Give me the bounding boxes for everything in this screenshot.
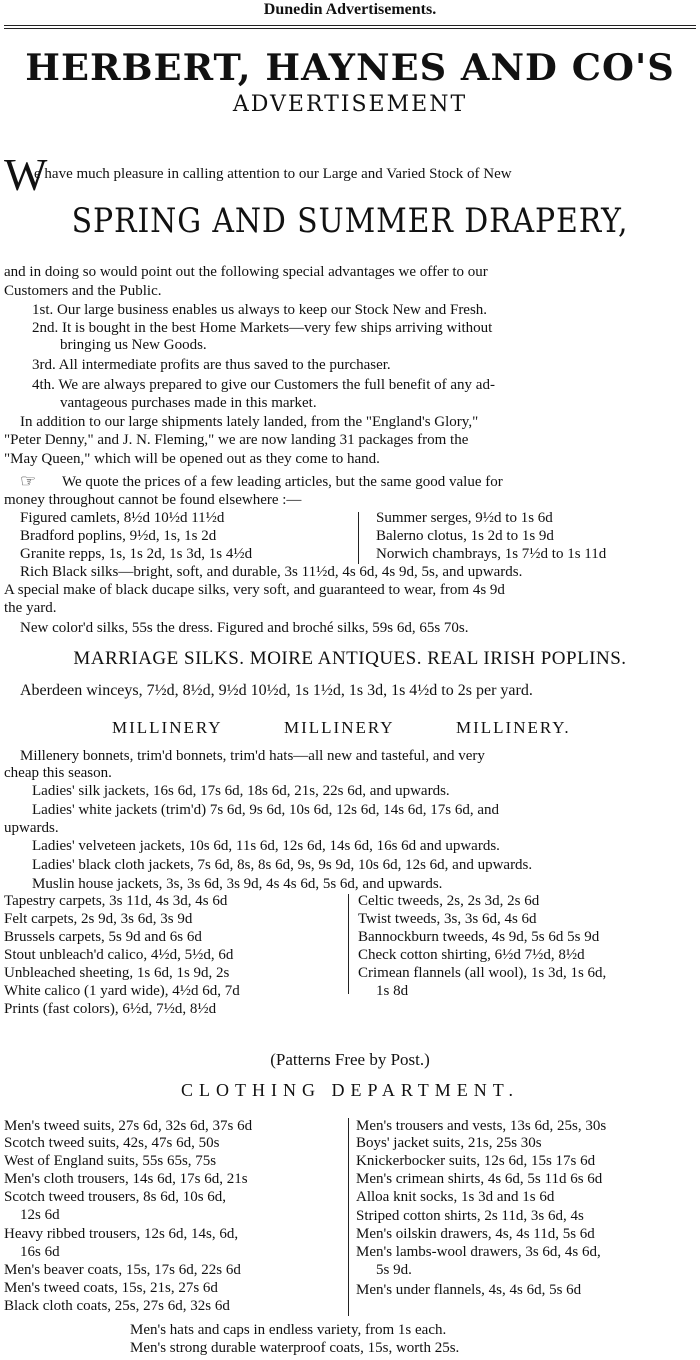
winceys-line: Aberdeen winceys, 7½d, 8½d, 9½d 10½d, 1s 1½d, 1s 3d, 1s 4½d to 2s per yard. <box>20 682 533 699</box>
millinery-line: Ladies' black cloth jackets, 7s 6d, 8s, 8s 6d, 9s, 9s 9d, 10s 6d, 12s 6d, and upwards. <box>32 857 533 873</box>
price-item: Norwich chambrays, 1s 7½d to 1s 11d <box>376 546 607 562</box>
clothing-item: Men's crimean shirts, 4s 6d, 5s 11d 6s 6d <box>356 1171 603 1187</box>
clothing-item: Men's under flannels, 4s, 4s 6d, 5s 6d <box>356 1282 582 1298</box>
shipments-line: "May Queen," which will be opened out as they come to hand. <box>4 451 380 467</box>
goods-item: Crimean flannels (all wool), 1s 3d, 1s 6d, <box>358 965 607 981</box>
closing-line: Men's strong durable waterproof coats, 15s, worth 25s. <box>130 1340 460 1356</box>
millinery-heading: MILLINERY <box>112 718 223 737</box>
clothing-item: Knickerbocker suits, 12s 6d, 15s 17s 6d <box>356 1153 596 1169</box>
header-rule-top <box>4 25 696 26</box>
intro-line: Customers and the Public. <box>4 283 162 299</box>
advantage-item: vantageous purchases made in this market. <box>60 395 317 411</box>
advantage-item: 2nd. It is bought in the best Home Markets—very few ships arriving without <box>32 320 493 336</box>
patterns-note: (Patterns Free by Post.) <box>270 1050 430 1069</box>
clothing-item: Alloa knit socks, 1s 3d and 1s 6d <box>356 1189 555 1205</box>
advantage-item: bringing us New Goods. <box>60 337 207 353</box>
clothing-item: Men's tweed suits, 27s 6d, 32s 6d, 37s 6d <box>4 1118 253 1134</box>
clothing-item: Men's lambs-wool drawers, 3s 6d, 4s 6d, <box>356 1244 601 1260</box>
column-rule <box>358 512 359 564</box>
clothing-item: Men's cloth trousers, 14s 6d, 17s 6d, 21s <box>4 1171 248 1187</box>
clothing-item: Heavy ribbed trousers, 12s 6d, 14s, 6d, <box>4 1226 239 1242</box>
silks-line: New color'd silks, 55s the dress. Figured and broché silks, 59s 6d, 65s 70s. <box>20 620 469 636</box>
clothing-item: Black cloth coats, 25s, 27s 6d, 32s 6d <box>4 1298 230 1314</box>
goods-item: Tapestry carpets, 3s 11d, 4s 3d, 4s 6d <box>4 893 228 909</box>
pointing-hand-icon: ☞ <box>20 471 37 491</box>
closing-line: Men's hats and caps in endless variety, from 1s each. <box>130 1322 447 1338</box>
clothing-item: Men's tweed coats, 15s, 21s, 27s 6d <box>4 1280 218 1296</box>
millinery-line: Ladies' white jackets (trim'd) 7s 6d, 9s 6d, 10s 6d, 12s 6d, 14s 6d, 17s 6d, and <box>32 802 500 818</box>
clothing-item: Boys' jacket suits, 21s, 25s 30s <box>356 1135 542 1151</box>
column-rule <box>348 894 349 994</box>
goods-item: Unbleached sheeting, 1s 6d, 1s 9d, 2s <box>4 965 230 981</box>
clothing-item: 12s 6d <box>20 1207 60 1223</box>
shipments-line: In addition to our large shipments lately landed, from the "England's Glory," <box>20 414 479 430</box>
shipments-line: "Peter Denny," and J. N. Fleming," we are now landing 31 packages from the <box>4 432 469 448</box>
goods-item: Twist tweeds, 3s, 3s 6d, 4s 6d <box>358 911 537 927</box>
goods-item: Celtic tweeds, 2s, 2s 3d, 2s 6d <box>358 893 540 909</box>
clothing-item: Men's beaver coats, 15s, 17s 6d, 22s 6d <box>4 1262 241 1278</box>
millinery-line: cheap this season. <box>4 765 112 781</box>
goods-item: Felt carpets, 2s 9d, 3s 6d, 3s 9d <box>4 911 193 927</box>
clothing-item: Men's trousers and vests, 13s 6d, 25s, 30s <box>356 1118 607 1134</box>
silks-line: A special make of black ducape silks, very soft, and guaranteed to wear, from 4s 9d <box>4 582 505 598</box>
subhead: ADVERTISEMENT <box>232 92 468 117</box>
headline: SPRING AND SUMMER DRAPERY, <box>71 201 629 241</box>
intro-line: e have much pleasure in calling attention to our Large and Varied Stock of New <box>34 166 512 182</box>
clothing-item: 16s 6d <box>20 1244 60 1260</box>
goods-item: Bannockburn tweeds, 4s 9d, 5s 6d 5s 9d <box>358 929 600 945</box>
clothing-heading: CLOTHING DEPARTMENT. <box>181 1080 519 1100</box>
millinery-heading: MILLINERY. <box>456 718 571 737</box>
millinery-line: Ladies' velveteen jackets, 10s 6d, 11s 6d, 12s 6d, 14s 6d, 16s 6d and upwards. <box>32 838 500 854</box>
millinery-heading: MILLINERY <box>284 718 395 737</box>
clothing-item: Striped cotton shirts, 2s 11d, 3s 6d, 4s <box>356 1208 584 1224</box>
clothing-item: West of England suits, 55s 65s, 75s <box>4 1153 217 1169</box>
quote-line: We quote the prices of a few leading articles, but the same good value for <box>62 474 503 490</box>
clothing-item: Scotch tweed suits, 42s, 47s 6d, 50s <box>4 1135 220 1151</box>
clothing-item: Men's oilskin drawers, 4s, 4s 11d, 5s 6d <box>356 1226 595 1242</box>
specialties-heading: MARRIAGE SILKS. MOIRE ANTIQUES. REAL IRISH POPLINS. <box>73 648 627 669</box>
advantage-item: 1st. Our large business enables us always to keep our Stock New and Fresh. <box>32 302 488 318</box>
drop-cap: W <box>4 149 48 200</box>
price-item: Figured camlets, 8½d 10½d 11½d <box>20 510 225 526</box>
silks-line: Rich Black silks—bright, soft, and durable, 3s 11½d, 4s 6d, 4s 9d, 5s, and upwards. <box>20 564 523 580</box>
goods-item: 1s 8d <box>376 983 409 999</box>
goods-item: Brussels carpets, 5s 9d and 6s 6d <box>4 929 202 945</box>
millinery-line: Muslin house jackets, 3s, 3s 6d, 3s 9d, 4s 4s 6d, 5s 6d, and upwards. <box>32 876 443 892</box>
price-item: Granite repps, 1s, 1s 2d, 1s 3d, 1s 4½d <box>20 546 253 562</box>
advantage-item: 3rd. All intermediate profits are thus saved to the purchaser. <box>32 357 391 373</box>
price-item: Bradford poplins, 9½d, 1s, 1s 2d <box>20 528 217 544</box>
goods-item: Prints (fast colors), 6½d, 7½d, 8½d <box>4 1001 217 1017</box>
clothing-item: Scotch tweed trousers, 8s 6d, 10s 6d, <box>4 1189 227 1205</box>
price-item: Balerno clotus, 1s 2d to 1s 9d <box>376 528 554 544</box>
silks-line: the yard. <box>4 600 57 616</box>
header-rule-top-thin <box>4 28 696 29</box>
millinery-line: Ladies' silk jackets, 16s 6d, 17s 6d, 18s 6d, 21s, 22s 6d, and upwards. <box>32 783 450 799</box>
quote-line: money throughout cannot be found elsewhere :— <box>4 492 302 508</box>
price-item: Summer serges, 9½d to 1s 6d <box>376 510 553 526</box>
firm-name: HERBERT, HAYNES AND CO'S <box>25 47 675 89</box>
advantage-item: 4th. We are always prepared to give our Customers the full benefit of any ad- <box>32 377 495 393</box>
millinery-line: Millenery bonnets, trim'd bonnets, trim'd hats—all new and tasteful, and very <box>20 748 485 764</box>
running-title: Dunedin Advertisements. <box>263 1 437 18</box>
intro-line: and in doing so would point out the following special advantages we offer to our <box>4 264 488 280</box>
goods-item: Stout unbleach'd calico, 4½d, 5½d, 6d <box>4 947 234 963</box>
goods-item: White calico (1 yard wide), 4½d 6d, 7d <box>4 983 240 999</box>
goods-item: Check cotton shirting, 6½d 7½d, 8½d <box>358 947 585 963</box>
millinery-line: upwards. <box>4 820 59 836</box>
column-rule <box>348 1118 349 1316</box>
clothing-item: 5s 9d. <box>376 1262 412 1278</box>
